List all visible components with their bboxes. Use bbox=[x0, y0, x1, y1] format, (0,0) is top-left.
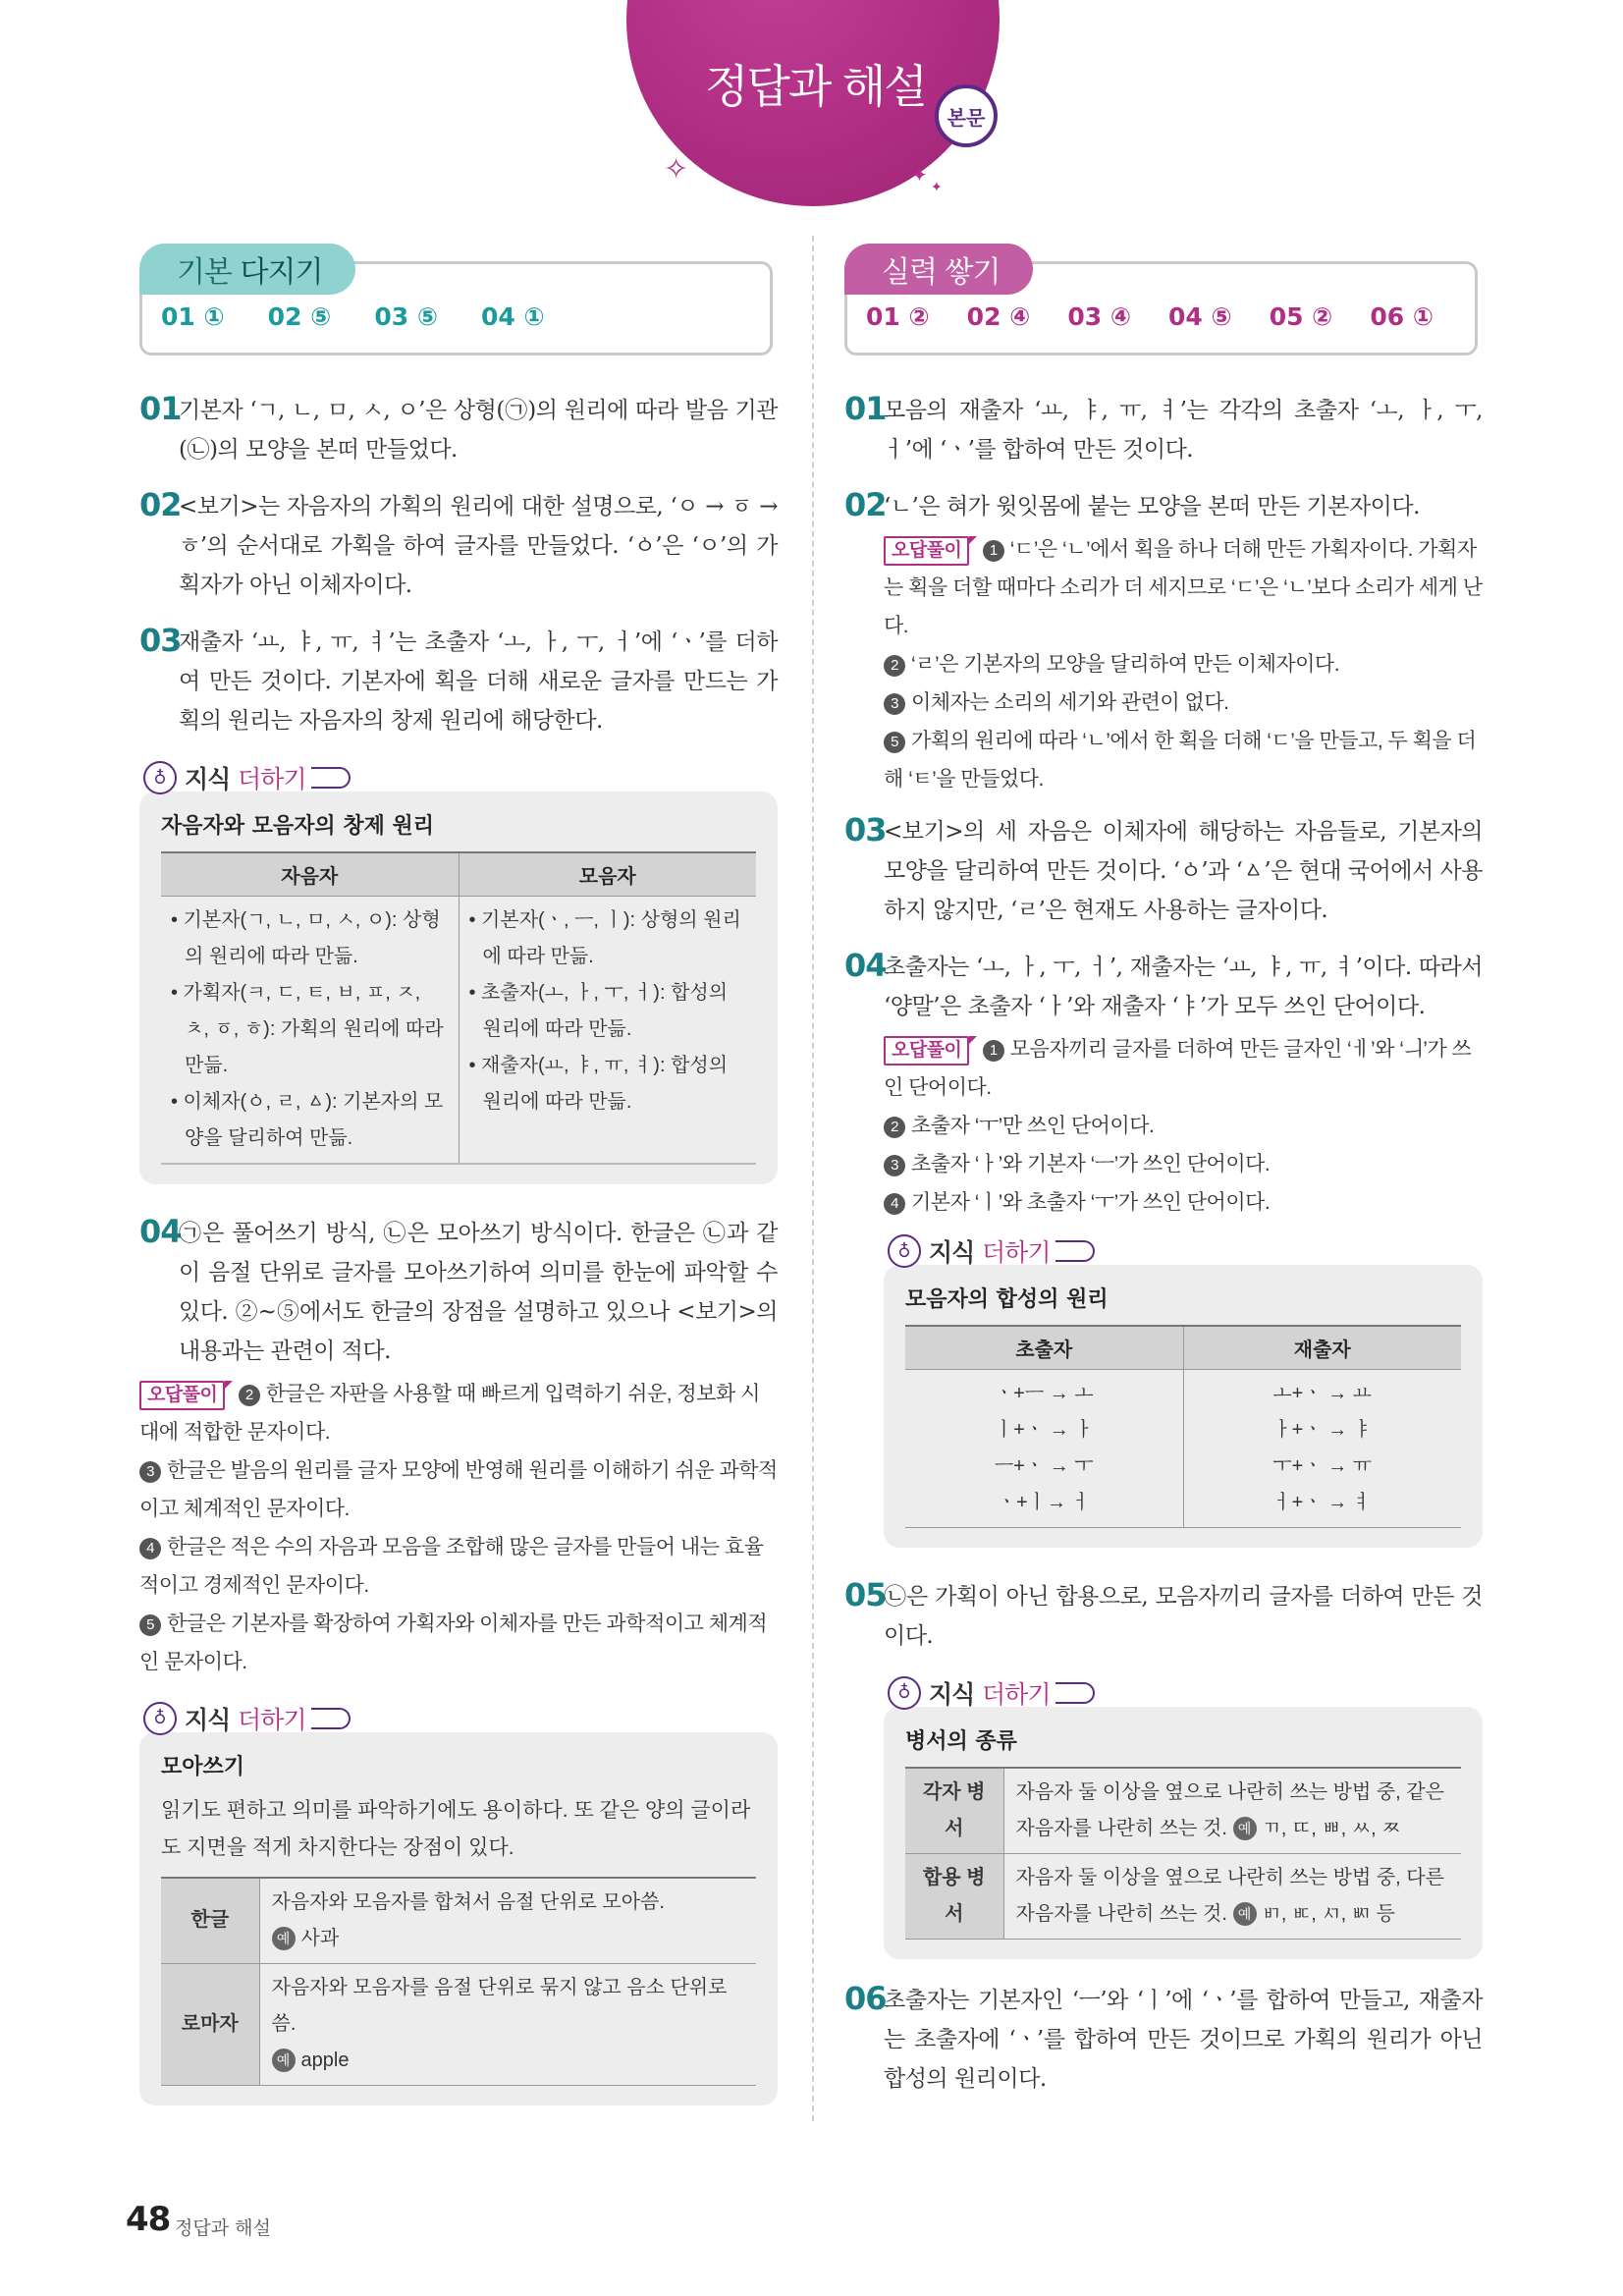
example-mark: 예 bbox=[1233, 1902, 1257, 1926]
section-tab-skill: 실력 쌓기 bbox=[844, 244, 1033, 295]
right-column bbox=[844, 244, 1483, 2116]
tip-label-highlight: 더하기 bbox=[238, 1705, 306, 1734]
lightbulb-icon: ♁ bbox=[888, 1234, 921, 1268]
answer-item: 03 ④ bbox=[1067, 302, 1132, 331]
tip-box bbox=[884, 1265, 1483, 1548]
knowledge-tip-byeongseo bbox=[884, 1673, 1483, 1959]
cell-text: 자음자와 모음자를 합쳐서 음절 단위로 모아씀. bbox=[271, 1890, 665, 1913]
choice-number: 1 bbox=[983, 1040, 1004, 1062]
tip-title: 자음자와 모음자의 창제 원리 bbox=[161, 814, 435, 839]
question-03 bbox=[139, 623, 778, 740]
question-number: 02 bbox=[844, 486, 887, 523]
question-01 bbox=[139, 391, 778, 469]
tip-tail-decoration bbox=[1055, 1240, 1095, 1262]
wrong-answer-badge: 오답풀이 bbox=[884, 536, 969, 566]
tip-tail-decoration bbox=[311, 1708, 351, 1729]
example-mark: 예 bbox=[272, 2049, 296, 2072]
tip-header bbox=[884, 1673, 1483, 1713]
question-number: 02 bbox=[139, 486, 182, 523]
tip-label-highlight: 더하기 bbox=[982, 1238, 1051, 1267]
tip-title: 병서의 종류 bbox=[905, 1728, 1017, 1754]
table-header: 모음자 bbox=[459, 852, 756, 896]
table-cell: ㅣ+ㆍ → ㅏ bbox=[994, 1418, 1094, 1441]
cell-text: 자음자 둘 이상을 옆으로 나란히 쓰는 방법 중, 같은 자음자를 나란히 쓰는 것. bbox=[1015, 1780, 1444, 1839]
wrong-answer-notes bbox=[884, 530, 1483, 798]
choice-number: 4 bbox=[139, 1538, 161, 1559]
answer-list bbox=[161, 302, 588, 331]
table-cell: ㅏ+ㆍ → ㅑ bbox=[1272, 1418, 1373, 1441]
tab-prefix: 기본 bbox=[177, 255, 232, 290]
note-text: 초출자 ‘ㅜ’만 쓰인 단어이다. bbox=[911, 1115, 1155, 1137]
choice-number: 5 bbox=[884, 732, 905, 753]
tip-box bbox=[139, 1732, 778, 2105]
sparkle-icon: ✦ bbox=[931, 180, 943, 195]
example-text: ㅲ, ㅳ, ㅺ, ㅴ 등 bbox=[1262, 1902, 1395, 1925]
note-text: 기본자 ‘ㅣ’와 초출자 ‘ㅜ’가 쓰인 단어이다. bbox=[911, 1191, 1271, 1214]
example-text: 사과 bbox=[300, 1927, 340, 1949]
choice-number: 3 bbox=[139, 1461, 161, 1483]
tip-header bbox=[139, 1699, 778, 1738]
knowledge-tip-principles bbox=[139, 758, 778, 1184]
question-number: 01 bbox=[139, 390, 182, 427]
vowel-list bbox=[469, 902, 747, 1121]
row-header: 로마자 bbox=[161, 1963, 259, 2085]
choice-number: 4 bbox=[884, 1193, 905, 1215]
question-number: 03 bbox=[139, 622, 182, 659]
tip-tail-decoration bbox=[311, 767, 351, 789]
question-06 bbox=[844, 1981, 1483, 2099]
tip-label-highlight: 더하기 bbox=[982, 1679, 1051, 1709]
example-mark: 예 bbox=[1233, 1817, 1257, 1840]
example-text: apple bbox=[300, 2049, 350, 2071]
list-item: • 기본자(ㆍ, ㅡ, ㅣ): 상형의 원리에 따라 만듦. bbox=[468, 908, 741, 967]
tip-label: 지식 bbox=[185, 765, 231, 793]
list-item: • 초출자(ㅗ, ㅏ, ㅜ, ㅓ): 합성의 원리에 따라 만듦. bbox=[468, 981, 729, 1040]
list-item: • 이체자(ㆁ, ㄹ, ㅿ): 기본자의 모양을 달리하여 만듦. bbox=[171, 1090, 444, 1149]
question-05 bbox=[844, 1577, 1483, 1656]
choice-number: 3 bbox=[884, 1155, 905, 1176]
page-number: 48 bbox=[126, 2200, 171, 2239]
example-text: ㄲ, ㄸ, ㅃ, ㅆ, ㅉ bbox=[1262, 1817, 1401, 1839]
note-text: 모음자끼리 글자를 더하여 만든 글자인 ‘ㅔ’와 ‘ㅢ’가 쓰인 단어이다. bbox=[884, 1038, 1472, 1099]
lightbulb-icon: ♁ bbox=[888, 1676, 921, 1710]
note-text: 초출자 ‘ㅏ’와 기본자 ‘ㅡ’가 쓰인 단어이다. bbox=[911, 1153, 1271, 1175]
table-cell: ㅡ+ㆍ → ㅜ bbox=[994, 1454, 1094, 1477]
answer-item: 01 ② bbox=[866, 302, 930, 331]
byeongseo-table bbox=[905, 1767, 1461, 1940]
list-item: • 가획자(ㅋ, ㄷ, ㅌ, ㅂ, ㅍ, ㅈ, ㅊ, ㆆ, ㅎ): 가획의 원리에 따라 만듦. bbox=[171, 981, 444, 1076]
tip-label-highlight: 더하기 bbox=[238, 765, 306, 793]
wrong-answer-notes bbox=[884, 1030, 1483, 1222]
knowledge-tip-vowel-synthesis bbox=[884, 1231, 1483, 1548]
tip-description: 읽기도 편하고 의미를 파악하기에도 용이하다. 또 같은 양의 글이라도 지면을 적게 차지한다는 장점이 있다. bbox=[161, 1798, 751, 1859]
table-cell: ㆍ+ㅣ→ ㅓ bbox=[997, 1491, 1091, 1513]
cell-text: 자음자와 모음자를 음절 단위로 묶지 않고 음소 단위로 씀. bbox=[271, 1976, 728, 2035]
table-cell: ㅗ+ㆍ → ㅛ bbox=[1272, 1382, 1373, 1404]
tip-box bbox=[884, 1707, 1483, 1959]
choice-number: 2 bbox=[884, 1117, 905, 1138]
question-02 bbox=[139, 487, 778, 605]
consonant-list bbox=[171, 902, 449, 1157]
wrong-answer-notes bbox=[139, 1375, 778, 1681]
question-text: <보기>는 자음자의 가획의 원리에 대한 설명으로, ‘ㅇ → ㆆ → ㅎ’의 순서대로 가획을 하여 글자를 만들었다. ‘ㆁ’은 ‘ㅇ’의 가획자가 아닌 이체자이다. bbox=[179, 494, 778, 598]
question-text: 초출자는 기본자인 ‘ㅡ’와 ‘ㅣ’에 ‘ㆍ’를 합하여 만들고, 재출자는 초출자에 ‘ㆍ’를 합하여 만든 것이므로 가획의 원리가 아닌 합성의 원리이다. bbox=[884, 1987, 1483, 2092]
cell-text: 자음자 둘 이상을 옆으로 나란히 쓰는 방법 중, 다른 자음자를 나란히 쓰는 것. bbox=[1015, 1866, 1444, 1925]
list-item: • 재출자(ㅛ, ㅑ, ㅠ, ㅕ): 합성의 원리에 따라 만듦. bbox=[468, 1054, 729, 1113]
answer-summary-basic bbox=[139, 244, 778, 355]
footer-label: 정답과 해설 bbox=[175, 2217, 271, 2239]
question-text: <보기>의 세 자음은 이체자에 해당하는 자음들로, 기본자의 모양을 달리하여 만든 것이다. ‘ㆁ’과 ‘ㅿ’은 현대 국어에서 사용하지 않지만, ‘ㄹ’은 현재도 사용하는 글자이다. bbox=[884, 819, 1483, 923]
answer-list bbox=[866, 302, 1434, 331]
tip-label: 지식 bbox=[929, 1679, 975, 1709]
question-number: 04 bbox=[844, 947, 887, 984]
choice-number: 2 bbox=[239, 1385, 260, 1406]
note-text: 한글은 적은 수의 자음과 모음을 조합해 많은 글자를 만들어 내는 효율적이고 경제적인 문자이다. bbox=[139, 1535, 764, 1597]
moasseugi-table bbox=[161, 1877, 756, 2086]
row-header: 각자 병서 bbox=[905, 1768, 1003, 1854]
question-text: 모음의 재출자 ‘ㅛ, ㅑ, ㅠ, ㅕ’는 각각의 초출자 ‘ㅗ, ㅏ, ㅜ, ㅓ’에 ‘ㆍ’를 합하여 만든 것이다. bbox=[884, 398, 1483, 463]
question-text: 기본자 ‘ㄱ, ㄴ, ㅁ, ㅅ, ㅇ’은 상형(㉠)의 원리에 따라 발음 기관(㉡)의 모양을 본떠 만들었다. bbox=[179, 398, 778, 463]
note-text: 한글은 기본자를 확장하여 가획자와 이체자를 만든 과학적이고 체계적인 문자이다. bbox=[139, 1612, 768, 1673]
table-cell: ㅓ+ㆍ → ㅕ bbox=[1272, 1491, 1373, 1513]
tab-highlight: 다지기 bbox=[240, 255, 323, 290]
question-04 bbox=[844, 948, 1483, 1026]
table-header: 재출자 bbox=[1183, 1326, 1461, 1369]
answer-item: 02 ④ bbox=[966, 302, 1031, 331]
question-number: 05 bbox=[844, 1575, 887, 1613]
note-text: 한글은 자판을 사용할 때 빠르게 입력하기 쉬운, 정보화 시대에 적합한 문자이다. bbox=[139, 1382, 760, 1444]
tip-tail-decoration bbox=[1055, 1682, 1095, 1704]
question-text: ㉠은 풀어쓰기 방식, ㉡은 모아쓰기 방식이다. 한글은 ㉡과 같이 음절 단위로 글자를 모아쓰기하여 의미를 한눈에 파악할 수 있다. ②~⑤에서도 한글의 장점을 설명하고 있으나 <보기>의 내용과는 관련이 적다. bbox=[179, 1220, 778, 1364]
answer-summary-skill bbox=[844, 244, 1483, 355]
question-text: 초출자는 ‘ㅗ, ㅏ, ㅜ, ㅓ’, 재출자는 ‘ㅛ, ㅑ, ㅠ, ㅕ’이다. 따라서 ‘양말’은 초출자 ‘ㅏ’와 재출자 ‘ㅑ’가 모두 쓰인 단어이다. bbox=[884, 955, 1483, 1019]
answer-item: 03 ⑤ bbox=[374, 302, 439, 331]
vowel-synthesis-table bbox=[905, 1325, 1461, 1528]
question-number: 01 bbox=[844, 390, 887, 427]
tip-label: 지식 bbox=[929, 1238, 975, 1267]
sparkle-icon: ✦ bbox=[911, 163, 928, 187]
tip-label: 지식 bbox=[185, 1705, 231, 1734]
note-text: ‘ㄹ’은 기본자의 모양을 달리하여 만든 이체자이다. bbox=[911, 653, 1340, 676]
choice-number: 3 bbox=[884, 693, 905, 715]
table-cell: ㅜ+ㆍ → ㅠ bbox=[1272, 1454, 1373, 1477]
row-header: 한글 bbox=[161, 1878, 259, 1964]
example-mark: 예 bbox=[272, 1927, 296, 1950]
choice-number: 5 bbox=[139, 1614, 161, 1636]
row-header: 합용 병서 bbox=[905, 1853, 1003, 1939]
question-text: 재출자 ‘ㅛ, ㅑ, ㅠ, ㅕ’는 초출자 ‘ㅗ, ㅏ, ㅜ, ㅓ’에 ‘ㆍ’를 더하여 만든 것이다. 기본자에 획을 더해 새로운 글자를 만드는 가획의 원리는 자음자의 창제 원리에 해당한다. bbox=[179, 629, 778, 734]
note-text: ‘ㄷ’은 ‘ㄴ’에서 획을 하나 더해 만든 가획자이다. 가획자는 획을 더할 때마다 소리가 더 세지므로 ‘ㄷ’은 ‘ㄴ’보다 소리가 세게 난다. bbox=[884, 538, 1483, 637]
left-column bbox=[139, 244, 778, 2135]
table-header: 자음자 bbox=[161, 852, 459, 896]
question-01 bbox=[844, 391, 1483, 469]
section-badge: 본문 bbox=[935, 84, 998, 147]
question-text: ㉡은 가획이 아닌 합용으로, 모음자끼리 글자를 더하여 만든 것이다. bbox=[884, 1583, 1483, 1649]
question-03 bbox=[844, 812, 1483, 930]
sparkle-icon: ✧ bbox=[664, 152, 689, 187]
note-text: 이체자는 소리의 세기와 관련이 없다. bbox=[911, 691, 1229, 714]
tip-header bbox=[884, 1231, 1483, 1271]
answer-item: 05 ② bbox=[1269, 302, 1333, 331]
question-number: 06 bbox=[844, 1979, 887, 2017]
question-04 bbox=[139, 1214, 778, 1371]
answer-item: 01 ① bbox=[161, 302, 225, 331]
knowledge-tip-moasseugi bbox=[139, 1699, 778, 2105]
note-text: 한글은 발음의 원리를 글자 모양에 반영해 원리를 이해하기 쉬운 과학적이고 체계적인 문자이다. bbox=[139, 1458, 778, 1520]
answer-item: 04 ⑤ bbox=[1168, 302, 1232, 331]
choice-number: 2 bbox=[884, 655, 905, 677]
question-number: 04 bbox=[139, 1212, 182, 1250]
table-header: 초출자 bbox=[905, 1326, 1183, 1369]
list-item: • 기본자(ㄱ, ㄴ, ㅁ, ㅅ, ㅇ): 상형의 원리에 따라 만듦. bbox=[171, 908, 441, 967]
answer-item: 02 ⑤ bbox=[267, 302, 332, 331]
tip-title: 모아쓰기 bbox=[161, 1754, 245, 1779]
question-text: ‘ㄴ’은 혀가 윗잇몸에 붙는 모양을 본떠 만든 기본자이다. bbox=[884, 494, 1420, 519]
wrong-answer-badge: 오답풀이 bbox=[139, 1381, 225, 1410]
column-divider bbox=[812, 236, 814, 2121]
lightbulb-icon: ♁ bbox=[143, 1702, 177, 1735]
table-cell: ㆍ+ㅡ → ㅗ bbox=[994, 1382, 1094, 1404]
note-text: 가획의 원리에 따라 ‘ㄴ’에서 한 획을 더해 ‘ㄷ’을 만들고, 두 획을 더해 ‘ㅌ’을 만들었다. bbox=[884, 730, 1477, 791]
question-number: 03 bbox=[844, 811, 887, 848]
choice-number: 1 bbox=[983, 540, 1004, 562]
answer-item: 06 ① bbox=[1370, 302, 1434, 331]
lightbulb-icon: ♁ bbox=[143, 761, 177, 794]
wrong-answer-badge: 오답풀이 bbox=[884, 1036, 969, 1066]
answer-item: 04 ① bbox=[481, 302, 545, 331]
page-title: 정답과 해설 bbox=[705, 60, 926, 113]
tip-title: 모음자의 합성의 원리 bbox=[905, 1287, 1109, 1312]
tip-box bbox=[139, 792, 778, 1184]
question-02 bbox=[844, 487, 1483, 526]
section-tab-basic bbox=[139, 244, 355, 295]
principles-table bbox=[161, 851, 756, 1165]
tip-header bbox=[139, 758, 778, 797]
